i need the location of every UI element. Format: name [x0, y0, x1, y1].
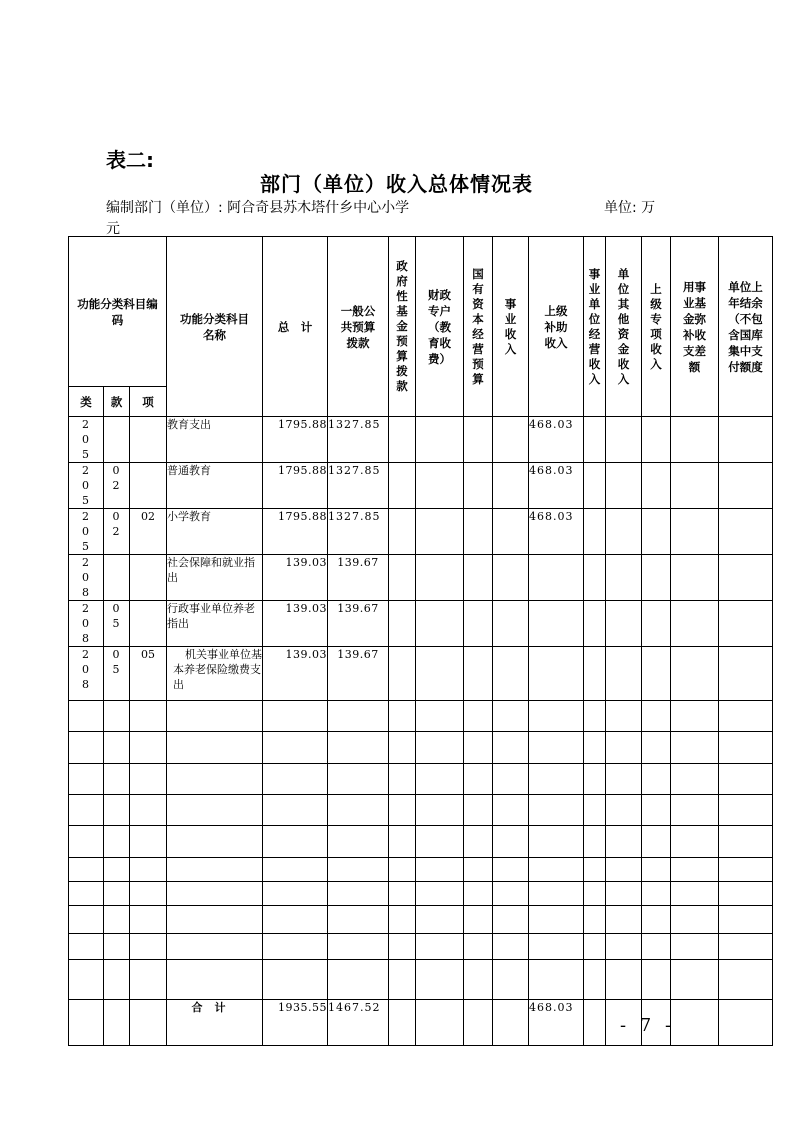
table-label: 表二:	[106, 148, 154, 172]
table-row	[69, 509, 773, 555]
cell-name: 社会保障和就业指出	[167, 555, 263, 601]
header-other-income: 单位其他资金收入	[606, 237, 642, 417]
empty-row	[69, 882, 773, 906]
cell-superior: 468.03	[529, 417, 584, 463]
department-line: 编制部门（单位）: 阿合奇县苏木塔什乡中心小学	[106, 200, 410, 216]
cell-xiang: 02	[130, 509, 167, 555]
page-title: 部门（单位）收入总体情况表	[260, 172, 533, 196]
cell-general: 139.67	[328, 555, 389, 601]
header-fiscal-special: 财政专户（教育收费）	[416, 237, 464, 417]
cell-lei: 205	[82, 510, 90, 553]
empty-row	[69, 934, 773, 960]
cell-name: 行政事业单位养老指出	[167, 601, 263, 647]
cell-general: 1327.85	[328, 463, 389, 509]
cell-lei: 208	[82, 648, 90, 691]
header-state-capital: 国有资本经营预算	[464, 237, 493, 417]
cell-name: 小学教育	[167, 509, 263, 555]
unit-line-wrap: 元	[106, 221, 120, 237]
total-superior: 468.03	[529, 1000, 584, 1046]
header-business-income: 事业收入	[493, 237, 529, 417]
cell-superior	[529, 601, 584, 647]
header-name: 功能分类科目名称	[167, 237, 263, 417]
cell-total: 139.03	[263, 555, 328, 601]
cell-superior: 468.03	[529, 509, 584, 555]
cell-kuan: 02	[112, 464, 121, 492]
empty-row	[69, 795, 773, 826]
cell-total: 1795.88	[263, 417, 328, 463]
cell-kuan: 05	[112, 648, 121, 676]
empty-row	[69, 906, 773, 934]
unit-line: 单位: 万	[604, 200, 656, 216]
cell-xiang	[130, 555, 167, 601]
cell-general: 139.67	[328, 647, 389, 701]
cell-xiang	[130, 417, 167, 463]
header-total: 总 计	[263, 237, 328, 417]
header-row	[69, 237, 773, 387]
cell-general: 139.67	[328, 601, 389, 647]
header-carryover: 单位上年结余（不包含国库集中支付额度	[719, 237, 773, 417]
cell-total: 139.03	[263, 647, 328, 701]
empty-row	[69, 701, 773, 732]
header-superior-subsidy: 上级补助收入	[529, 237, 584, 417]
cell-superior	[529, 555, 584, 601]
header-gov-fund: 政府性基金预算拨款	[389, 237, 416, 417]
page-number: - 7 -	[620, 1015, 676, 1036]
cell-xiang: 05	[130, 647, 167, 701]
table-row	[69, 463, 773, 509]
total-label: 合计	[167, 1000, 263, 1046]
header-xiang: 项	[130, 387, 167, 417]
header-code-group: 功能分类科目编码	[69, 237, 167, 387]
table-row	[69, 555, 773, 601]
header-lei: 类	[69, 387, 104, 417]
total-general: 1467.52	[328, 1000, 389, 1046]
income-summary-table	[68, 236, 773, 1046]
cell-lei: 205	[82, 464, 90, 507]
cell-name: 普通教育	[167, 463, 263, 509]
table-row	[69, 647, 773, 701]
cell-xiang	[130, 463, 167, 509]
header-operating-income: 事业单位经营收入	[584, 237, 606, 417]
cell-general: 1327.85	[328, 509, 389, 555]
cell-total: 1795.88	[263, 463, 328, 509]
empty-row	[69, 826, 773, 858]
empty-row	[69, 732, 773, 764]
cell-superior	[529, 647, 584, 701]
cell-xiang	[130, 601, 167, 647]
table-row	[69, 601, 773, 647]
cell-kuan: 05	[112, 602, 121, 630]
cell-lei: 205	[82, 418, 90, 461]
header-superior-special: 上级专项收入	[642, 237, 671, 417]
cell-total: 1795.88	[263, 509, 328, 555]
cell-name: 教育支出	[167, 417, 263, 463]
cell-name: 机关事业单位基本养老保险缴费支出	[167, 647, 263, 701]
cell-general: 1327.85	[328, 417, 389, 463]
cell-superior: 468.03	[529, 463, 584, 509]
cell-kuan: 02	[112, 510, 121, 538]
cell-lei: 208	[82, 602, 90, 645]
table-row	[69, 417, 773, 463]
empty-row	[69, 960, 773, 1000]
header-general-budget: 一般公共预算拨款	[328, 237, 389, 417]
cell-lei: 208	[82, 556, 90, 599]
total-total: 1935.55	[263, 1000, 328, 1046]
empty-row	[69, 858, 773, 882]
header-fund-make-up: 用事业基金弥补收支差额	[671, 237, 719, 417]
empty-row	[69, 764, 773, 795]
cell-total: 139.03	[263, 601, 328, 647]
header-kuan: 款	[104, 387, 130, 417]
